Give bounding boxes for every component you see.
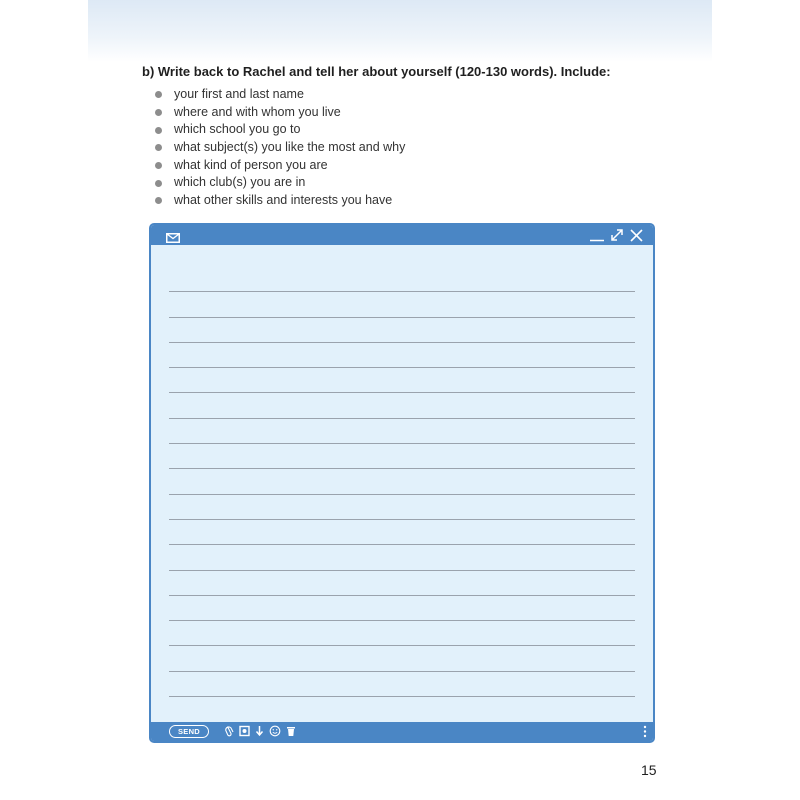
writing-line[interactable]	[169, 520, 635, 545]
writing-line[interactable]	[169, 267, 635, 292]
window-controls	[584, 228, 643, 247]
list-item: what kind of person you are	[155, 157, 405, 175]
paperclip-icon[interactable]	[225, 724, 234, 738]
bullet-icon	[155, 180, 162, 187]
bullet-icon	[155, 127, 162, 134]
writing-line[interactable]	[169, 444, 635, 469]
writing-line[interactable]	[169, 646, 635, 671]
email-titlebar	[151, 225, 653, 245]
writing-line[interactable]	[169, 596, 635, 621]
image-icon[interactable]	[239, 724, 250, 738]
writing-line[interactable]	[169, 469, 635, 494]
writing-line[interactable]	[169, 545, 635, 570]
writing-line[interactable]	[169, 419, 635, 444]
trash-icon[interactable]	[286, 724, 296, 738]
email-window	[149, 223, 655, 743]
writing-line[interactable]	[169, 318, 635, 343]
list-item: where and with whom you live	[155, 104, 405, 122]
bullet-icon	[155, 162, 162, 169]
page-number: 15	[641, 762, 657, 778]
list-item: what other skills and interests you have	[155, 192, 405, 210]
header-band	[88, 0, 712, 62]
expand-icon[interactable]	[610, 228, 624, 247]
writing-line[interactable]	[169, 571, 635, 596]
writing-line[interactable]	[169, 343, 635, 368]
writing-line[interactable]	[169, 393, 635, 418]
list-item: which school you go to	[155, 121, 405, 139]
writing-line[interactable]	[169, 672, 635, 697]
bullet-icon	[155, 144, 162, 151]
close-icon[interactable]	[630, 229, 643, 247]
tool-icons	[225, 724, 301, 738]
list-item: your first and last name	[155, 86, 405, 104]
envelope-icon	[166, 230, 180, 248]
task-instruction: b) Write back to Rachel and tell her about yourself (120-130 words). Include:	[142, 64, 611, 79]
task-bullet-list	[155, 86, 405, 210]
writing-line[interactable]	[169, 368, 635, 393]
writing-line[interactable]	[169, 292, 635, 317]
list-item: what subject(s) you like the most and why	[155, 139, 405, 157]
bullet-icon	[155, 109, 162, 116]
writing-line[interactable]	[169, 495, 635, 520]
email-toolbar	[151, 722, 653, 741]
download-icon[interactable]	[255, 724, 264, 738]
bullet-icon	[155, 197, 162, 204]
emoji-icon[interactable]	[269, 724, 281, 738]
send-button[interactable]: SEND	[169, 725, 209, 738]
list-item: which club(s) you are in	[155, 174, 405, 192]
minimize-icon[interactable]	[590, 228, 604, 247]
bullet-icon	[155, 91, 162, 98]
more-vertical-icon[interactable]	[643, 725, 647, 743]
message-body[interactable]	[169, 267, 635, 697]
writing-line[interactable]	[169, 621, 635, 646]
